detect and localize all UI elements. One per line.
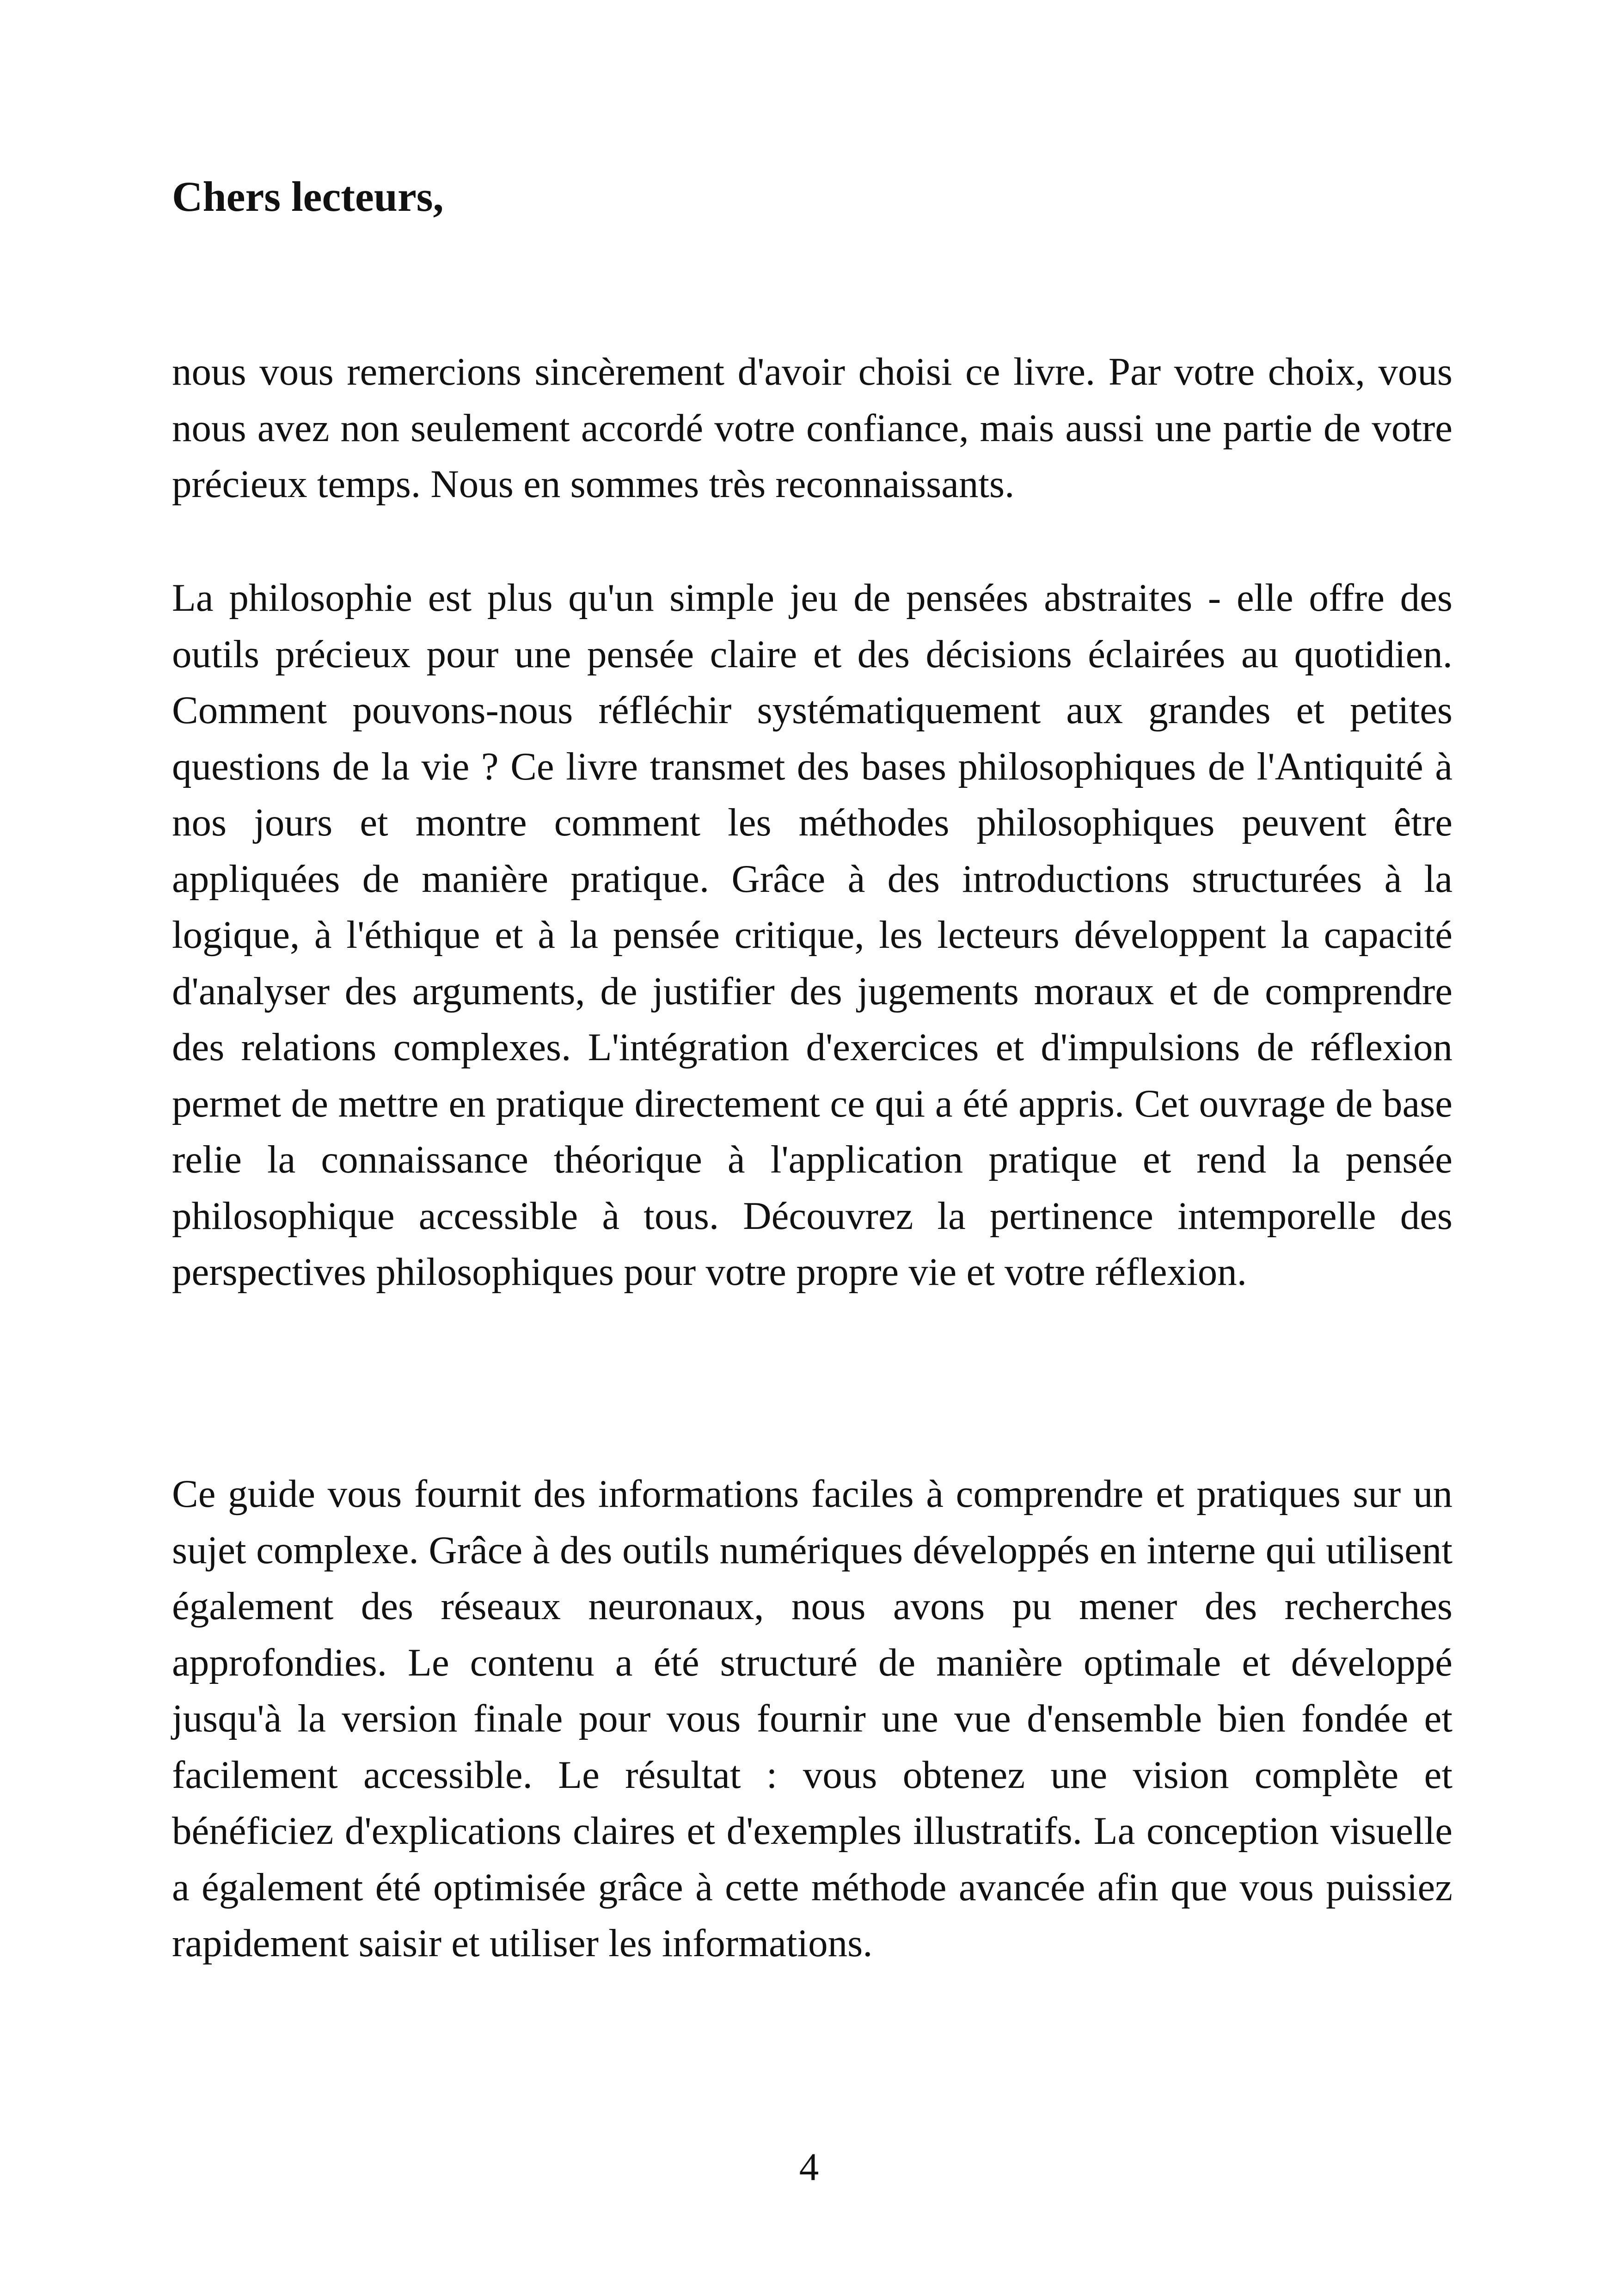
page-heading: Chers lecteurs,	[172, 173, 444, 220]
page-number: 4	[799, 2145, 819, 2189]
body-paragraph-3: Ce guide vous fournit des informations faciles à comprendre et pratiques sur un sujet complexe. Grâce à des outils numériques développés en interne qui utilisent également des réseaux neuronaux, nous avons pu mener des recherches approfondies. Le contenu a été structuré de manière optimale et développé jusqu'à la version finale pour vous fournir une vue d'ensemble bien fondée et facilement accessible. Le résultat : vous obtenez une vision complète et bénéficiez d'explications claires et d'exemples illustratifs. La conception visuelle a également été optimisée grâce à cette méthode avancée afin que vous puissiez rapidement saisir et utiliser les informations.	[172, 1472, 1453, 1965]
body-paragraph-1: nous vous remercions sincèrement d'avoir choisi ce livre. Par votre choix, vous nous avez non seulement accordé votre confiance, mais aussi une partie de votre précieux temps. Nous en sommes très reconnaissants.	[172, 350, 1453, 506]
body-paragraph-2: La philosophie est plus qu'un simple jeu de pensées abstraites - elle offre des outils précieux pour une pensée claire et des décisions éclairées au quotidien. Comment pouvons-nous réfléchir systématiquement aux grandes et petites questions de la vie ? Ce livre transmet des bases philosophiques de l'Antiquité à nos jours et montre comment les méthodes philosophiques peuvent être appliquées de manière pratique. Grâce à des introductions structurées à la logique, à l'éthique et à la pensée critique, les lecteurs développent la capacité d'analyser des arguments, de justifier des jugements moraux et de comprendre des relations complexes. L'intégration d'exercices et d'impulsions de réflexion permet de mettre en pratique directement ce qui a été appris. Cet ouvrage de base relie la connaissance théorique à l'application pratique et rend la pensée philosophique accessible à tous. Découvrez la pertinence intemporelle des perspectives philosophiques pour votre propre vie et votre réflexion.	[172, 576, 1453, 1294]
